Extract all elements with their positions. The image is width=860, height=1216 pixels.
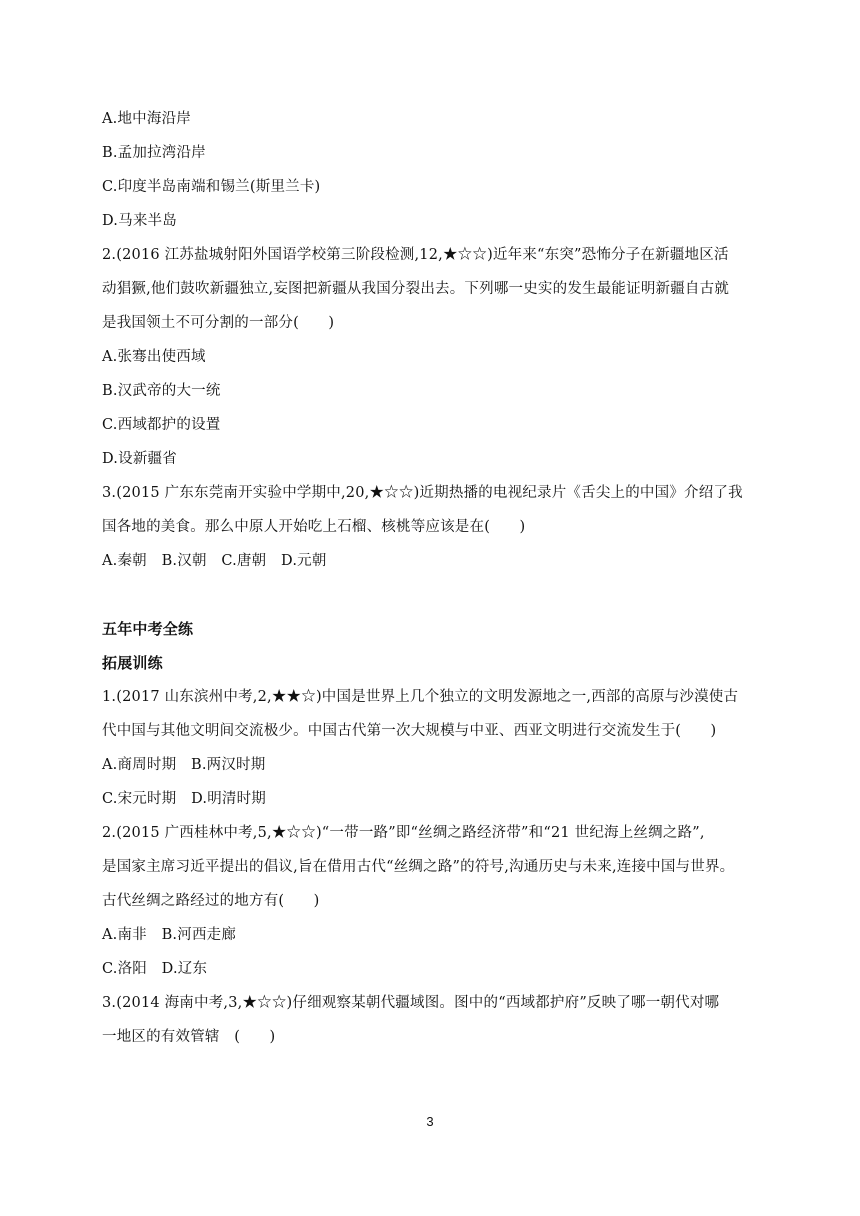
exam-question-2-line-3: 古代丝绸之路经过的地方有( ) (102, 893, 320, 909)
option-d: D.设新疆省 (102, 451, 177, 467)
option-c: C.西域都护的设置 (102, 417, 221, 433)
question-2-line-1: 2.(2016 江苏盐城射阳外国语学校第三阶段检测,12,★☆☆)近年来“东突”恐怖分子在新疆地区活 (102, 247, 729, 263)
exam-question-1-line-2: 代中国与其他文明间交流极少。中国古代第一次大规模与中亚、西亚文明进行交流发生于( ) (102, 723, 717, 739)
subsection-heading: 拓展训练 (102, 654, 163, 672)
option-b: B.孟加拉湾沿岸 (102, 145, 206, 161)
options-row: A.南非 B.河西走廊 (102, 927, 237, 943)
option-b: B.汉武帝的大一统 (102, 383, 221, 399)
exam-question-3-line-2: 一地区的有效管辖 ( ) (102, 1029, 276, 1045)
question-2-line-2: 动猖獗,他们鼓吹新疆独立,妄图把新疆从我国分裂出去。下列哪一史实的发生最能证明新疆自古就 (102, 281, 730, 297)
exam-question-2-line-1: 2.(2015 广西桂林中考,5,★☆☆)“一带一路”即“丝绸之路经济带”和“21 世纪海上丝绸之路”, (102, 825, 705, 841)
question-3-line-1: 3.(2015 广东东莞南开实验中学期中,20,★☆☆)近期热播的电视纪录片《舌尖上的中国》介绍了我 (102, 485, 743, 501)
exam-question-3-line-1: 3.(2014 海南中考,3,★☆☆)仔细观察某朝代疆域图。图中的“西域都护府”反映了哪一朝代对哪 (102, 995, 720, 1011)
section-heading: 五年中考全练 (102, 620, 194, 638)
option-d: D.马来半岛 (102, 213, 177, 229)
options-row: C.洛阳 D.辽东 (102, 961, 208, 977)
options-row: A.商周时期 B.两汉时期 (102, 757, 266, 773)
option-a: A.地中海沿岸 (102, 111, 191, 127)
exam-question-1-line-1: 1.(2017 山东滨州中考,2,★★☆)中国是世界上几个独立的文明发源地之一,西部的高原与沙漠使古 (102, 689, 739, 705)
page-number: 3 (426, 1114, 434, 1129)
options-row: C.宋元时期 D.明清时期 (102, 791, 267, 807)
question-2-line-3: 是我国领土不可分割的一部分( ) (102, 315, 335, 331)
option-a: A.张骞出使西域 (102, 349, 206, 365)
question-3-options: A.秦朝 B.汉朝 C.唐朝 D.元朝 (102, 553, 327, 569)
option-c: C.印度半岛南端和锡兰(斯里兰卡) (102, 179, 321, 195)
exam-question-2-line-2: 是国家主席习近平提出的倡议,旨在借用古代“丝绸之路”的符号,沟通历史与未来,连接中国与世界。 (102, 859, 735, 875)
question-3-line-2: 国各地的美食。那么中原人开始吃上石榴、核桃等应该是在( ) (102, 519, 526, 535)
